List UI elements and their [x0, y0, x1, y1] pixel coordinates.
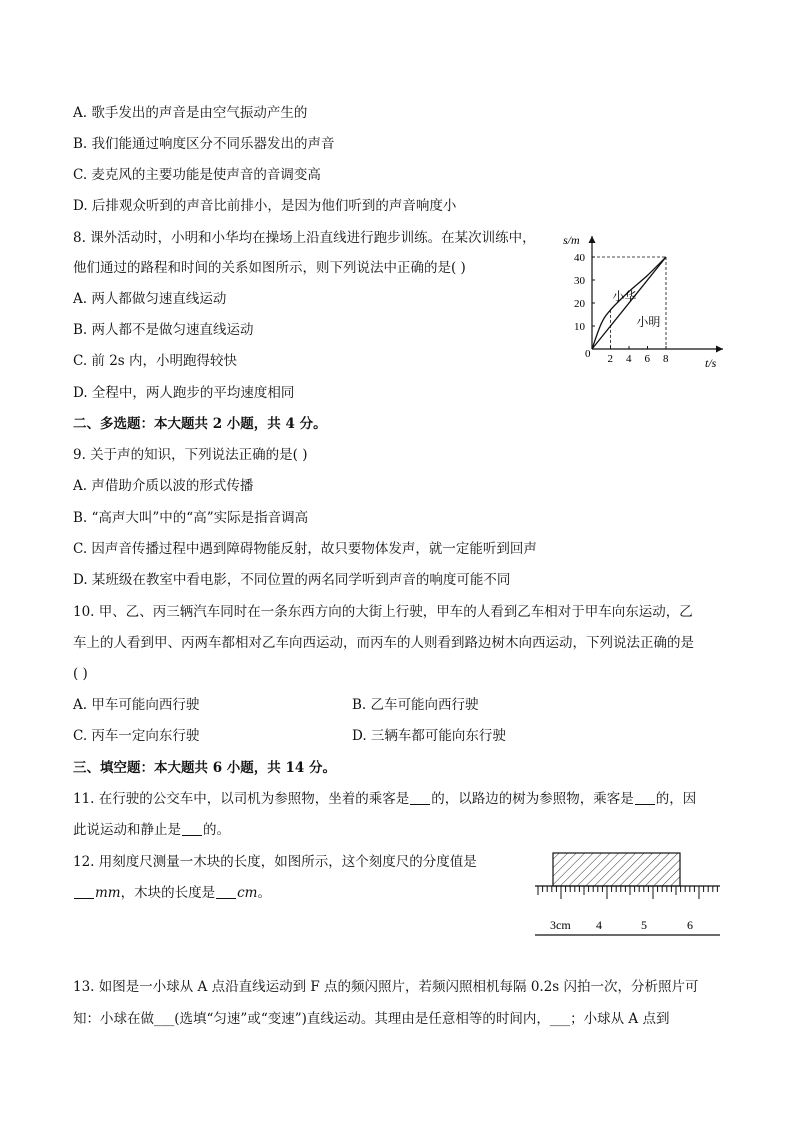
q8-option-d: D. 全程中，两人跑步的平均速度相同 — [73, 385, 295, 401]
q10-stem-line1: 10. 甲、乙、丙三辆汽车同时在一条东西方向的大街上行驶，甲车的人看到乙车相对于甲车向东运动，乙 — [73, 604, 693, 620]
q7-option-c: C. 麦克风的主要功能是使声音的音调变高 — [73, 167, 321, 183]
q7-option-b: B. 我们能通过响度区分不同乐器发出的声音 — [73, 136, 335, 152]
q11-text-2: 的，以路边的树为参照物，乘客是 — [431, 791, 634, 807]
ruler-label-6: 6 — [687, 918, 693, 932]
q11-text-3: 的，因 — [655, 791, 697, 807]
x-tick-label-8: 8 — [663, 353, 669, 365]
q9-stem: 9. 关于声的知识，下列说法正确的是( ) — [73, 447, 308, 463]
y-tick-label-40: 40 — [574, 252, 585, 264]
q8-option-c: C. 前 2s 内，小明跑得较快 — [73, 353, 238, 369]
q10-option-d: D. 三辆车都可能向东行驶 — [352, 728, 506, 744]
x-tick-label-6: 6 — [644, 353, 650, 365]
q11-line1 — [73, 790, 696, 808]
q10-stem-line2: 车上的人看到甲、丙两车都相对乙车向西运动，而丙车的人则看到路边树木向西运动，下列说法正确的是 — [73, 635, 694, 651]
y-axis-label: s/m — [563, 233, 580, 247]
q9-option-b: B. “高声大叫”中的“高”实际是指音调高 — [73, 510, 309, 526]
q11-blank-2[interactable] — [635, 790, 655, 805]
q10-stem-line3: ( ) — [73, 666, 88, 682]
q9-option-d: D. 某班级在教室中看电影，不同位置的两名同学听到声音的响度可能不同 — [73, 572, 511, 588]
q8-stem-line1: 8. 课外活动时，小明和小华均在操场上沿直线进行跑步训练。在某次训练中， — [73, 230, 536, 246]
y-tick-label-20: 20 — [574, 298, 585, 310]
q10-option-a: A. 甲车可能向西行驶 — [73, 697, 200, 713]
q11-text-1: 11. 在行驶的公交车中，以司机为参照物，坐着的乘客是 — [73, 791, 410, 807]
series-label-xiaohua: 小华 — [612, 289, 637, 304]
ruler-label-4: 4 — [596, 918, 602, 932]
ruler-label-5: 5 — [641, 918, 647, 932]
st-graph — [555, 228, 730, 373]
q12-unit-cm: cm — [237, 885, 258, 901]
q9-option-a: A. 声借助介质以波的形式传播 — [73, 478, 254, 494]
y-tick-label-30: 30 — [574, 275, 585, 287]
q8-option-b: B. 两人都不是做匀速直线运动 — [73, 322, 254, 338]
q10-option-b: B. 乙车可能向西行驶 — [352, 697, 479, 713]
x-tick-label-4: 4 — [626, 353, 632, 365]
q11-blank-1[interactable] — [410, 790, 430, 805]
origin-label: 0 — [585, 348, 591, 360]
ruler-figure — [530, 848, 725, 940]
q12-text-end: 。 — [257, 885, 271, 901]
wood-block — [553, 853, 680, 886]
x-axis-label: t/s — [705, 356, 717, 370]
q11-text-4: 此说运动和静止是 — [73, 822, 181, 838]
q12-blank-2[interactable] — [216, 884, 236, 899]
q13-line1: 13. 如图是一小球从 A 点沿直线运动到 F 点的频闪照片，若频闪照相机每隔 0.2s 闪拍一次，分析照片可 — [73, 979, 699, 995]
q8-option-a: A. 两人都做匀速直线运动 — [73, 291, 227, 307]
q9-option-c: C. 因声音传播过程中遇到障碍物能反射，故只要物体发声，就一定能听到回声 — [73, 541, 537, 557]
x-tick-label-2: 2 — [607, 353, 613, 365]
q11-blank-3[interactable] — [182, 821, 202, 836]
ruler-label-3cm: 3cm — [550, 918, 571, 932]
q8-stem-line2: 他们通过的路程和时间的关系如图所示，则下列说法中正确的是( ) — [73, 260, 466, 276]
q13-line2: 知：小球在做___(选填“匀速”或“变速”)直线运动。其理由是任意相等的时间内，___；小球从 A 点到 — [73, 1011, 670, 1027]
q12-unit-mm: mm — [95, 885, 121, 901]
q12-blank-1[interactable] — [74, 884, 94, 899]
series-label-xiaoming: 小明 — [636, 315, 661, 329]
q7-option-a: A. 歌手发出的声音是由空气振动产生的 — [73, 105, 308, 121]
q12-line2 — [73, 884, 271, 902]
q11-line2 — [73, 821, 230, 839]
q7-option-d: D. 后排观众听到的声音比前排小，是因为他们听到的声音响度小 — [73, 198, 457, 214]
y-tick-label-10: 10 — [574, 321, 585, 333]
section2-heading: 二、多选题：本大题共 2 小题，共 4 分。 — [73, 416, 327, 432]
section3-heading: 三、填空题：本大题共 6 小题，共 14 分。 — [73, 760, 336, 776]
q10-option-c: C. 丙车一定向东行驶 — [73, 728, 200, 744]
q12-line1: 12. 用刻度尺测量一木块的长度，如图所示，这个刻度尺的分度值是 — [73, 854, 477, 870]
q11-text-5: 的。 — [203, 822, 230, 838]
q12-text-mid: ，木块的长度是 — [120, 885, 216, 901]
